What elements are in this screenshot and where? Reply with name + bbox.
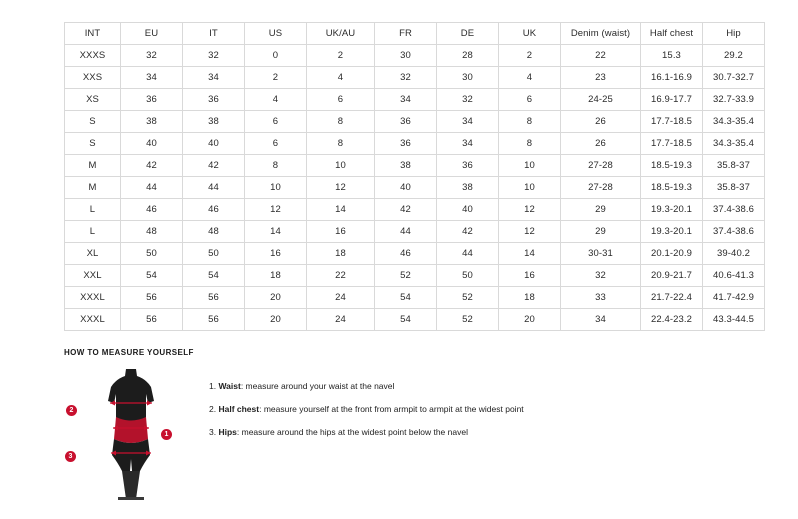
cell-denim-waist: 27-28 — [561, 177, 641, 199]
cell-de: 36 — [437, 155, 499, 177]
table-row — [65, 309, 765, 331]
cell-denim-waist: 32 — [561, 265, 641, 287]
cell-us: 14 — [245, 221, 307, 243]
cell-uk: 8 — [499, 111, 561, 133]
cell-fr: 42 — [375, 199, 437, 221]
cell-denim-waist: 30-31 — [561, 243, 641, 265]
cell-half-chest: 15.3 — [641, 45, 703, 67]
cell-eu: 44 — [121, 177, 183, 199]
cell-us: 20 — [245, 309, 307, 331]
how-to-measure-section — [64, 348, 734, 507]
cell-int: L — [65, 199, 121, 221]
cell-us: 10 — [245, 177, 307, 199]
cell-uk-au: 8 — [307, 111, 375, 133]
size-chart-table — [64, 22, 765, 331]
cell-denim-waist: 22 — [561, 45, 641, 67]
cell-fr: 54 — [375, 287, 437, 309]
instruction-term: Waist — [218, 381, 241, 391]
instruction-term: Half chest — [218, 404, 260, 415]
cell-eu: 48 — [121, 221, 183, 243]
cell-hip: 37.4-38.6 — [703, 221, 765, 243]
cell-hip: 41.7-42.9 — [703, 287, 765, 309]
table-row — [65, 243, 765, 265]
column-header-int: INT — [65, 23, 121, 45]
cell-int: L — [65, 221, 121, 243]
cell-us: 4 — [245, 89, 307, 111]
cell-int: XXXL — [65, 287, 121, 309]
cell-eu: 32 — [121, 45, 183, 67]
cell-us: 0 — [245, 45, 307, 67]
cell-fr: 52 — [375, 265, 437, 287]
cell-de: 32 — [437, 89, 499, 111]
cell-de: 44 — [437, 243, 499, 265]
cell-hip: 29.2 — [703, 45, 765, 67]
cell-fr: 36 — [375, 111, 437, 133]
cell-eu: 56 — [121, 309, 183, 331]
cell-de: 40 — [437, 199, 499, 221]
cell-fr: 36 — [375, 133, 437, 155]
table-row — [65, 177, 765, 199]
cell-half-chest: 18.5-19.3 — [641, 177, 703, 199]
instruction-hips — [209, 427, 524, 437]
instruction-term: Hips — [218, 427, 237, 438]
cell-half-chest: 16.1-16.9 — [641, 67, 703, 89]
table-row — [65, 89, 765, 111]
size-chart-container — [64, 22, 755, 331]
cell-half-chest: 19.3-20.1 — [641, 221, 703, 243]
cell-hip: 39-40.2 — [703, 243, 765, 265]
cell-it: 56 — [183, 309, 245, 331]
instruction-number: 3. — [209, 427, 217, 438]
instruction-text: : measure around the hips at the widest point below the navel — [236, 427, 468, 438]
column-header-fr: FR — [375, 23, 437, 45]
cell-fr: 38 — [375, 155, 437, 177]
how-to-measure-title: HOW TO MEASURE YOURSELF — [64, 348, 194, 357]
cell-uk-au: 4 — [307, 67, 375, 89]
cell-uk-au: 12 — [307, 177, 375, 199]
cell-eu: 34 — [121, 67, 183, 89]
cell-uk-au: 22 — [307, 265, 375, 287]
measurement-figure — [64, 367, 199, 507]
table-header-row — [65, 23, 765, 45]
cell-uk: 18 — [499, 287, 561, 309]
measurement-instructions — [209, 367, 524, 451]
cell-denim-waist: 26 — [561, 133, 641, 155]
instruction-text: : measure around your waist at the navel — [240, 381, 395, 391]
instruction-waist — [209, 381, 524, 391]
cell-de: 42 — [437, 221, 499, 243]
table-row — [65, 67, 765, 89]
instruction-number: 1. — [209, 381, 217, 391]
badge-half-chest: 2 — [66, 405, 77, 416]
how-to-measure-body — [64, 367, 734, 507]
column-header-denim-waist: Denim (waist) — [561, 23, 641, 45]
table-row — [65, 221, 765, 243]
cell-us: 6 — [245, 133, 307, 155]
cell-int: S — [65, 133, 121, 155]
cell-fr: 44 — [375, 221, 437, 243]
cell-de: 38 — [437, 177, 499, 199]
cell-uk: 4 — [499, 67, 561, 89]
cell-hip: 35.8-37 — [703, 177, 765, 199]
cell-uk: 6 — [499, 89, 561, 111]
cell-it: 34 — [183, 67, 245, 89]
cell-int: XL — [65, 243, 121, 265]
cell-int: XS — [65, 89, 121, 111]
table-row — [65, 111, 765, 133]
column-header-uk: UK — [499, 23, 561, 45]
cell-de: 52 — [437, 287, 499, 309]
cell-us: 18 — [245, 265, 307, 287]
cell-it: 54 — [183, 265, 245, 287]
cell-uk-au: 10 — [307, 155, 375, 177]
cell-half-chest: 21.7-22.4 — [641, 287, 703, 309]
cell-eu: 40 — [121, 133, 183, 155]
table-body — [65, 45, 765, 331]
cell-hip: 30.7-32.7 — [703, 67, 765, 89]
cell-denim-waist: 33 — [561, 287, 641, 309]
cell-de: 34 — [437, 111, 499, 133]
cell-hip: 34.3-35.4 — [703, 133, 765, 155]
table-row — [65, 155, 765, 177]
cell-uk: 8 — [499, 133, 561, 155]
cell-uk-au: 14 — [307, 199, 375, 221]
cell-denim-waist: 23 — [561, 67, 641, 89]
cell-uk: 10 — [499, 155, 561, 177]
cell-uk: 12 — [499, 221, 561, 243]
cell-half-chest: 17.7-18.5 — [641, 133, 703, 155]
cell-it: 42 — [183, 155, 245, 177]
cell-it: 36 — [183, 89, 245, 111]
cell-fr: 34 — [375, 89, 437, 111]
table-row — [65, 133, 765, 155]
column-header-eu: EU — [121, 23, 183, 45]
cell-fr: 30 — [375, 45, 437, 67]
cell-eu: 54 — [121, 265, 183, 287]
cell-it: 32 — [183, 45, 245, 67]
badge-hips: 3 — [65, 451, 76, 462]
instruction-text: : measure yourself at the front from armpit to armpit at the widest point — [259, 404, 524, 415]
cell-fr: 32 — [375, 67, 437, 89]
table-row — [65, 199, 765, 221]
table-header — [65, 23, 765, 45]
cell-int: M — [65, 177, 121, 199]
cell-it: 50 — [183, 243, 245, 265]
cell-denim-waist: 34 — [561, 309, 641, 331]
column-header-us: US — [245, 23, 307, 45]
cell-hip: 40.6-41.3 — [703, 265, 765, 287]
cell-half-chest: 19.3-20.1 — [641, 199, 703, 221]
cell-hip: 37.4-38.6 — [703, 199, 765, 221]
column-header-de: DE — [437, 23, 499, 45]
table-row — [65, 45, 765, 67]
cell-us: 12 — [245, 199, 307, 221]
cell-fr: 40 — [375, 177, 437, 199]
cell-uk-au: 6 — [307, 89, 375, 111]
cell-uk: 20 — [499, 309, 561, 331]
cell-uk-au: 24 — [307, 309, 375, 331]
cell-hip: 43.3-44.5 — [703, 309, 765, 331]
cell-uk-au: 16 — [307, 221, 375, 243]
cell-hip: 34.3-35.4 — [703, 111, 765, 133]
cell-eu: 46 — [121, 199, 183, 221]
mannequin-illustration — [96, 367, 166, 502]
cell-it: 38 — [183, 111, 245, 133]
cell-us: 6 — [245, 111, 307, 133]
cell-int: XXXL — [65, 309, 121, 331]
cell-int: M — [65, 155, 121, 177]
cell-int: XXS — [65, 67, 121, 89]
instruction-half-chest — [209, 404, 524, 414]
cell-denim-waist: 24-25 — [561, 89, 641, 111]
cell-uk: 2 — [499, 45, 561, 67]
cell-int: S — [65, 111, 121, 133]
cell-it: 40 — [183, 133, 245, 155]
table-row — [65, 265, 765, 287]
column-header-half-chest: Half chest — [641, 23, 703, 45]
cell-half-chest: 22.4-23.2 — [641, 309, 703, 331]
cell-eu: 56 — [121, 287, 183, 309]
cell-de: 52 — [437, 309, 499, 331]
cell-uk: 16 — [499, 265, 561, 287]
cell-half-chest: 20.9-21.7 — [641, 265, 703, 287]
cell-uk-au: 2 — [307, 45, 375, 67]
table-row — [65, 287, 765, 309]
cell-hip: 32.7-33.9 — [703, 89, 765, 111]
cell-uk-au: 24 — [307, 287, 375, 309]
cell-us: 20 — [245, 287, 307, 309]
cell-denim-waist: 27-28 — [561, 155, 641, 177]
cell-it: 46 — [183, 199, 245, 221]
cell-de: 50 — [437, 265, 499, 287]
cell-de: 28 — [437, 45, 499, 67]
cell-us: 16 — [245, 243, 307, 265]
cell-uk: 10 — [499, 177, 561, 199]
cell-int: XXL — [65, 265, 121, 287]
cell-denim-waist: 29 — [561, 199, 641, 221]
cell-de: 30 — [437, 67, 499, 89]
column-header-hip: Hip — [703, 23, 765, 45]
cell-int: XXXS — [65, 45, 121, 67]
cell-it: 44 — [183, 177, 245, 199]
cell-half-chest: 16.9-17.7 — [641, 89, 703, 111]
cell-it: 56 — [183, 287, 245, 309]
cell-us: 2 — [245, 67, 307, 89]
cell-half-chest: 17.7-18.5 — [641, 111, 703, 133]
badge-waist: 1 — [161, 429, 172, 440]
cell-eu: 36 — [121, 89, 183, 111]
cell-uk-au: 18 — [307, 243, 375, 265]
cell-half-chest: 18.5-19.3 — [641, 155, 703, 177]
cell-fr: 54 — [375, 309, 437, 331]
cell-uk-au: 8 — [307, 133, 375, 155]
cell-de: 34 — [437, 133, 499, 155]
cell-it: 48 — [183, 221, 245, 243]
column-header-it: IT — [183, 23, 245, 45]
cell-uk: 12 — [499, 199, 561, 221]
instruction-number: 2. — [209, 404, 217, 415]
cell-half-chest: 20.1-20.9 — [641, 243, 703, 265]
cell-denim-waist: 29 — [561, 221, 641, 243]
cell-eu: 42 — [121, 155, 183, 177]
column-header-uk-au: UK/AU — [307, 23, 375, 45]
cell-hip: 35.8-37 — [703, 155, 765, 177]
cell-eu: 50 — [121, 243, 183, 265]
cell-denim-waist: 26 — [561, 111, 641, 133]
cell-eu: 38 — [121, 111, 183, 133]
cell-us: 8 — [245, 155, 307, 177]
cell-fr: 46 — [375, 243, 437, 265]
cell-uk: 14 — [499, 243, 561, 265]
